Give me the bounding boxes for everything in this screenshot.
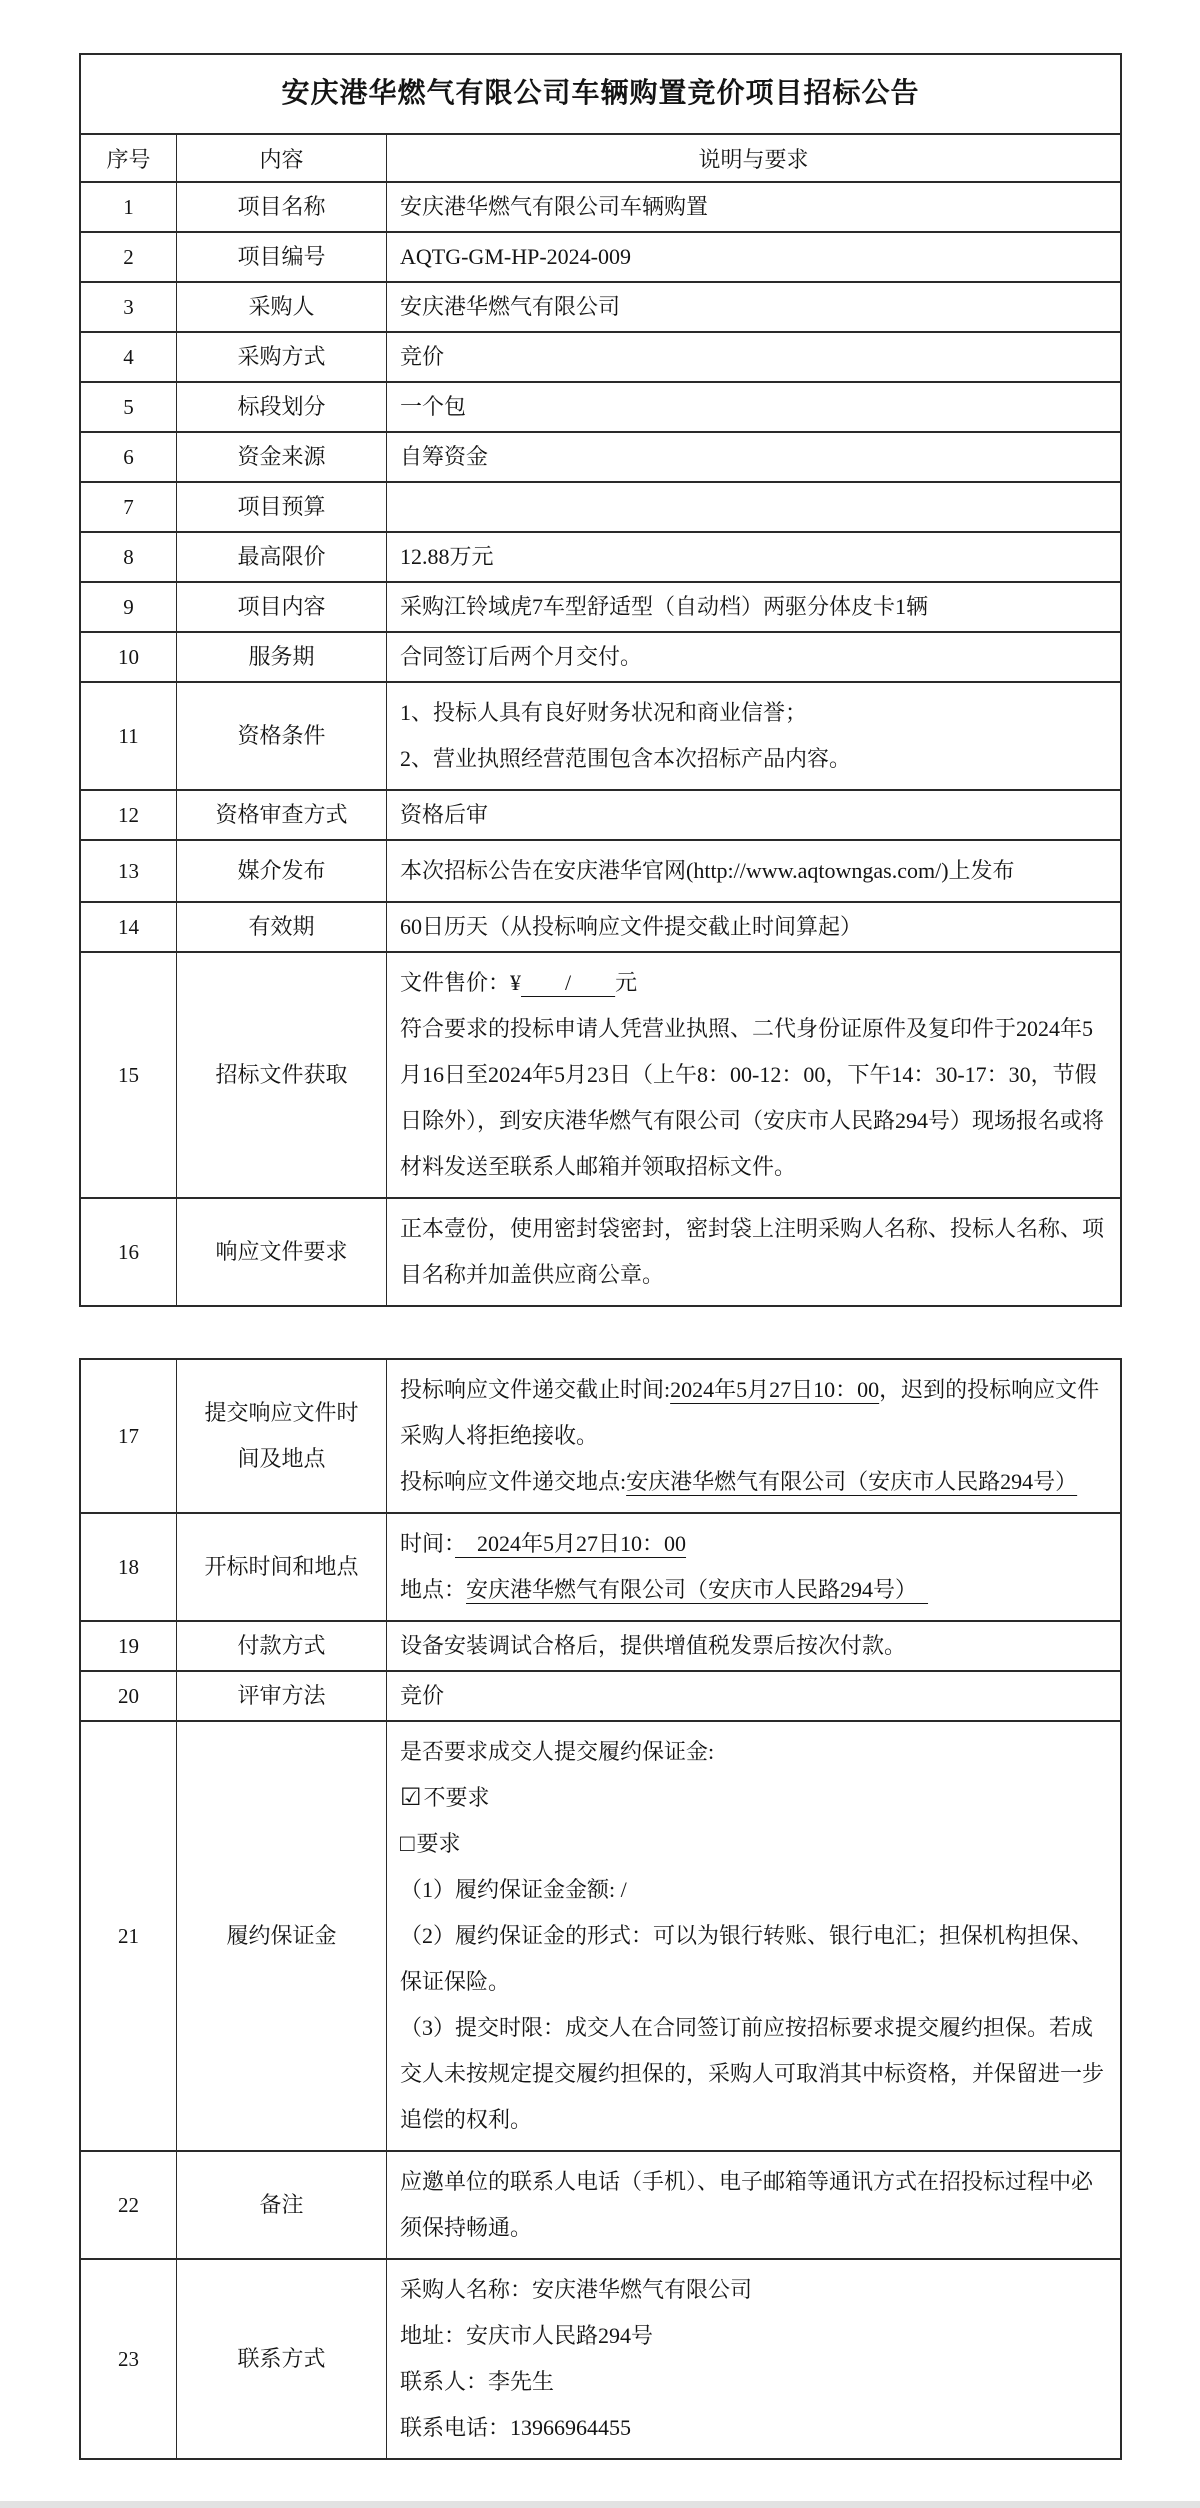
row-description xyxy=(386,533,1120,581)
text-line xyxy=(400,1913,1110,2005)
text-line xyxy=(400,1673,1110,1719)
row-description xyxy=(386,333,1120,381)
row-description xyxy=(386,2260,1120,2458)
row-label-line: 服务期 xyxy=(248,644,315,669)
table-row xyxy=(81,901,1120,951)
row-label-line: 响应文件要求 xyxy=(215,1239,348,1264)
row-label-line: 项目预算 xyxy=(237,494,326,519)
tender-table-main xyxy=(79,53,1122,1307)
row-number: 13 xyxy=(118,858,139,883)
checkbox-checked-icon: ☑ xyxy=(400,1785,422,1811)
col-header-item: 内容 xyxy=(176,135,386,181)
text-line xyxy=(400,2359,1110,2405)
row-label xyxy=(176,841,386,901)
text-line xyxy=(400,2313,1110,2359)
table-row xyxy=(81,2150,1120,2258)
text-segment: 投标响应文件递交截止时间: xyxy=(400,1377,671,1402)
row-number: 2 xyxy=(123,244,134,269)
row-description xyxy=(386,841,1120,901)
table-row xyxy=(81,231,1120,281)
table-row xyxy=(81,581,1120,631)
row-number: 10 xyxy=(118,644,139,669)
row-description xyxy=(386,1199,1120,1305)
row-number: 3 xyxy=(123,294,134,319)
row-description xyxy=(386,953,1120,1197)
row-description xyxy=(386,233,1120,281)
text-segment: 2、营业执照经营范围包含本次招标产品内容。 xyxy=(400,746,852,771)
text-segment: 竞价 xyxy=(400,344,445,369)
text-segment: 正本壹份，使用密封袋密封，密封袋上注明采购人名称、投标人名称、项目名称并加盖供应商公章。 xyxy=(400,1216,1105,1287)
text-line xyxy=(400,2267,1110,2313)
table-row xyxy=(81,1720,1120,2150)
text-segment: 本次招标公告在安庆港华官网(http://www.aqtowngas.com/)上发布 xyxy=(400,858,1015,883)
row-label-line: 项目编号 xyxy=(237,244,326,269)
row-number: 18 xyxy=(118,1554,139,1579)
text-segment: AQTG-GM-HP-2024-009 xyxy=(400,244,631,269)
row-number: 23 xyxy=(118,2346,139,2371)
text-segment: 资格后审 xyxy=(400,802,489,827)
row-number: 21 xyxy=(118,1923,139,1948)
table-row xyxy=(81,1512,1120,1620)
text-line xyxy=(400,584,1110,630)
row-label xyxy=(176,1514,386,1620)
row-label-line: 资格审查方式 xyxy=(215,802,348,827)
row-label-line: 项目名称 xyxy=(237,194,326,219)
row-number: 14 xyxy=(118,914,139,939)
row-label xyxy=(176,1199,386,1305)
table-row xyxy=(81,789,1120,839)
text-line xyxy=(400,1775,1110,1821)
text-segment: 地点： xyxy=(400,1577,467,1602)
row-description xyxy=(386,583,1120,631)
row-label-line: 付款方式 xyxy=(237,1633,326,1658)
text-segment: 元 xyxy=(615,970,638,995)
text-line xyxy=(400,384,1110,430)
text-line xyxy=(400,1623,1110,1669)
text-segment: 1、投标人具有良好财务状况和商业信誉； xyxy=(400,700,808,725)
table-row xyxy=(81,531,1120,581)
row-label xyxy=(176,483,386,531)
text-segment: 自筹资金 xyxy=(400,444,489,469)
text-segment: 投标响应文件递交地点: xyxy=(400,1469,627,1494)
table-row xyxy=(81,1670,1120,1720)
row-description xyxy=(386,383,1120,431)
table-row xyxy=(81,481,1120,531)
row-label-line: 有效期 xyxy=(248,914,315,939)
text-segment: 联系电话：13966964455 xyxy=(400,2415,632,2440)
row-number: 20 xyxy=(118,1683,139,1708)
text-line xyxy=(400,1567,1110,1613)
table-row xyxy=(81,331,1120,381)
row-label xyxy=(176,333,386,381)
row-description xyxy=(386,283,1120,331)
row-number: 15 xyxy=(118,1062,139,1087)
table-row xyxy=(81,631,1120,681)
row-number: 7 xyxy=(123,494,134,519)
row-description xyxy=(386,903,1120,951)
row-label xyxy=(176,791,386,839)
text-line xyxy=(400,284,1110,330)
row-label-line: 提交响应文件时 xyxy=(204,1400,359,1425)
row-label-line: 最高限价 xyxy=(237,544,326,569)
row-label xyxy=(176,2152,386,2258)
text-segment: 要求 xyxy=(416,1831,461,1856)
row-number: 1 xyxy=(123,194,134,219)
row-description xyxy=(386,1672,1120,1720)
row-number: 12 xyxy=(118,802,139,827)
text-segment: 竞价 xyxy=(400,1683,445,1708)
text-line xyxy=(400,736,1110,782)
col-header-no: 序号 xyxy=(106,146,151,172)
row-label-line: 评审方法 xyxy=(237,1683,326,1708)
text-line xyxy=(400,234,1110,280)
row-number: 8 xyxy=(123,544,134,569)
table-row xyxy=(81,181,1120,231)
text-segment: （3）提交时限：成交人在合同签订前应按招标要求提交履约担保。若成交人未按规定提交履约担保的，采购人可取消其中标资格，并保留进一步追偿的权利。 xyxy=(400,2015,1105,2132)
row-number: 4 xyxy=(123,344,134,369)
row-description xyxy=(386,483,1120,531)
row-label-line: 标段划分 xyxy=(237,394,326,419)
row-description xyxy=(386,683,1120,789)
col-header-desc: 说明与要求 xyxy=(386,135,1120,181)
row-label xyxy=(176,1360,386,1512)
text-segment: （1）履约保证金金额: / xyxy=(400,1877,627,1902)
table-row xyxy=(81,2258,1120,2458)
text-segment: 合同签订后两个月交付。 xyxy=(400,644,643,669)
row-description xyxy=(386,791,1120,839)
text-segment: 安庆港华燃气有限公司车辆购置 xyxy=(400,194,709,219)
title-row xyxy=(81,55,1120,133)
text-line xyxy=(400,2159,1110,2251)
text-line xyxy=(400,334,1110,380)
row-label xyxy=(176,233,386,281)
row-label-line: 间及地点 xyxy=(237,1446,326,1471)
text-line xyxy=(400,848,1110,894)
page-title: 安庆港华燃气有限公司车辆购置竞价项目招标公告 xyxy=(281,78,920,109)
text-segment: 2024年5月27日10：00 xyxy=(455,1531,687,1556)
table-row xyxy=(81,681,1120,789)
row-label xyxy=(176,383,386,431)
text-line xyxy=(400,1521,1110,1567)
row-label xyxy=(176,1622,386,1670)
text-segment: 时间： xyxy=(400,1531,456,1556)
text-segment: 是否要求成交人提交履约保证金: xyxy=(400,1739,715,1764)
text-line xyxy=(400,1867,1110,1913)
text-line xyxy=(400,634,1110,680)
row-label xyxy=(176,283,386,331)
table-row xyxy=(81,839,1120,901)
row-number: 22 xyxy=(118,2192,139,2217)
text-segment: 安庆港华燃气有限公司（安庆市人民路294号） xyxy=(466,1577,929,1602)
text-line xyxy=(400,1459,1110,1505)
table-row xyxy=(81,1620,1120,1670)
tender-table-continued xyxy=(79,1358,1122,2460)
row-label-line: 采购方式 xyxy=(237,344,326,369)
row-description xyxy=(386,1514,1120,1620)
text-line xyxy=(400,1206,1110,1298)
row-label xyxy=(176,953,386,1197)
text-segment: 60日历天（从投标响应文件提交截止时间算起） xyxy=(400,914,863,939)
text-line xyxy=(400,184,1110,230)
text-line xyxy=(400,1367,1110,1459)
row-label-line: 资格条件 xyxy=(237,723,326,748)
text-line xyxy=(400,2405,1110,2451)
row-number: 6 xyxy=(123,444,134,469)
text-segment: 一个包 xyxy=(400,394,467,419)
row-number: 16 xyxy=(118,1239,139,1264)
row-label-line: 招标文件获取 xyxy=(215,1062,348,1087)
text-segment: （2）履约保证金的形式：可以为银行转账、银行电汇；担保机构担保、保证保险。 xyxy=(400,1923,1094,1994)
text-segment: 文件售价：¥ xyxy=(400,970,522,995)
row-label xyxy=(176,683,386,789)
row-label-line: 项目内容 xyxy=(237,594,326,619)
text-segment: 联系人：李先生 xyxy=(400,2369,555,2394)
row-number: 9 xyxy=(123,594,134,619)
row-label-line: 备注 xyxy=(259,2192,304,2217)
row-label xyxy=(176,903,386,951)
text-segment: 2024年5月27日10：00 xyxy=(670,1377,880,1402)
row-label-line: 媒介发布 xyxy=(237,858,326,883)
text-segment: ，迟到的投标响应文件采购人将拒绝接收。 xyxy=(400,1377,1100,1448)
row-label xyxy=(176,433,386,481)
text-line xyxy=(400,690,1110,736)
page-edge-strip xyxy=(0,2501,1200,2508)
row-description xyxy=(386,2152,1120,2258)
table-row xyxy=(81,431,1120,481)
text-line xyxy=(400,960,1110,1006)
table-header-row xyxy=(81,133,1120,181)
table-row xyxy=(81,281,1120,331)
text-segment: 应邀单位的联系人电话（手机）、电子邮箱等通讯方式在招投标过程中必须保持畅通。 xyxy=(400,2169,1094,2240)
text-segment: 采购江铃域虎7车型舒适型（自动档）两驱分体皮卡1辆 xyxy=(400,594,929,619)
table-row xyxy=(81,1197,1120,1305)
text-line xyxy=(400,904,1110,950)
text-segment: 采购人名称：安庆港华燃气有限公司 xyxy=(400,2277,753,2302)
row-label xyxy=(176,583,386,631)
row-description xyxy=(386,1722,1120,2150)
text-segment: 安庆港华燃气有限公司（安庆市人民路294号） xyxy=(626,1469,1078,1494)
row-label-line: 履约保证金 xyxy=(226,1923,337,1948)
row-label-line: 联系方式 xyxy=(237,2346,326,2371)
row-number: 11 xyxy=(118,723,139,748)
text-line xyxy=(400,534,1110,580)
row-label xyxy=(176,633,386,681)
row-description xyxy=(386,433,1120,481)
row-description xyxy=(386,183,1120,231)
row-label xyxy=(176,1722,386,2150)
text-line xyxy=(400,434,1110,480)
text-segment: 安庆港华燃气有限公司 xyxy=(400,294,621,319)
row-description xyxy=(386,633,1120,681)
row-label-line: 采购人 xyxy=(248,294,315,319)
row-label xyxy=(176,533,386,581)
text-segment: 地址：安庆市人民路294号 xyxy=(400,2323,654,2348)
row-description xyxy=(386,1360,1120,1512)
text-segment: 设备安装调试合格后，提供增值税发票后按次付款。 xyxy=(400,1633,907,1658)
row-number: 5 xyxy=(123,394,134,419)
text-segment: 12.88万元 xyxy=(400,544,494,569)
row-description xyxy=(386,1622,1120,1670)
text-line xyxy=(400,1729,1110,1775)
row-label xyxy=(176,183,386,231)
row-label xyxy=(176,1672,386,1720)
row-label xyxy=(176,2260,386,2458)
row-number: 17 xyxy=(118,1423,139,1448)
text-segment: 不要求 xyxy=(423,1785,490,1810)
checkbox-unchecked-icon: □ xyxy=(400,1831,415,1857)
table-row xyxy=(81,1360,1120,1512)
table-row xyxy=(81,951,1120,1197)
text-segment: 符合要求的投标申请人凭营业执照、二代身份证原件及复印件于2024年5月16日至2024年5月23日（上午8：00-12：00，下午14：30-17：30，节假日除外），到安庆港华燃气有限公司（安庆市人民路294号）现场报名或将材料发送至联系人邮箱并领取招标文件。 xyxy=(400,1016,1105,1179)
text-segment: / xyxy=(521,970,616,995)
table-row xyxy=(81,381,1120,431)
row-label-line: 资金来源 xyxy=(237,444,326,469)
row-label-line: 开标时间和地点 xyxy=(204,1554,359,1579)
text-line xyxy=(400,2005,1110,2143)
row-number: 19 xyxy=(118,1633,139,1658)
text-line xyxy=(400,1821,1110,1867)
text-line xyxy=(400,1006,1110,1190)
text-line xyxy=(400,792,1110,838)
